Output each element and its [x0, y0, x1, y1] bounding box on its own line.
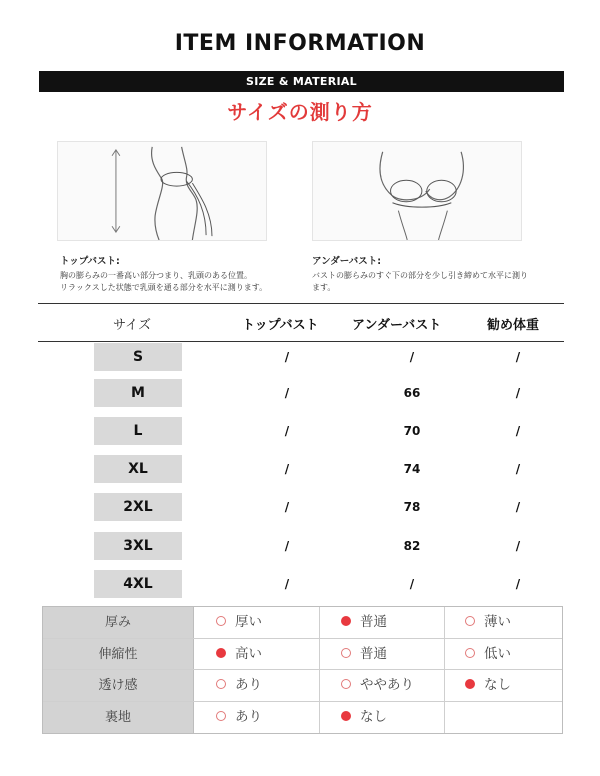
top-bust-value: /	[284, 462, 290, 476]
weight-value: /	[515, 386, 521, 400]
radio-dot-icon	[341, 679, 351, 689]
radio-dot-filled-icon	[341, 616, 351, 626]
table-row	[94, 570, 534, 598]
header-weight: 勧め体重	[487, 318, 540, 333]
material-option	[216, 607, 262, 638]
option-label: 厚い	[235, 614, 262, 630]
top-bust-figure-icon	[58, 142, 266, 240]
size-label: M	[94, 379, 182, 407]
weight-value: /	[515, 350, 521, 364]
option-label: 普通	[360, 645, 387, 662]
size-label: XL	[94, 455, 182, 483]
material-row-sheerness	[43, 670, 562, 702]
radio-dot-icon	[341, 648, 351, 658]
under-bust-line-2: ます。	[312, 283, 336, 292]
under-bust-value: /	[409, 577, 415, 591]
table-row	[94, 532, 534, 560]
weight-value: /	[515, 539, 521, 553]
header-size: サイズ	[113, 318, 151, 333]
radio-dot-icon	[216, 711, 226, 721]
weight-value: /	[515, 424, 521, 438]
radio-dot-filled-icon	[341, 711, 351, 721]
option-label: ややあり	[360, 677, 414, 693]
material-table	[42, 606, 563, 734]
material-option	[341, 702, 387, 734]
material-option	[216, 670, 262, 701]
under-bust-value: 66	[403, 386, 421, 400]
table-row	[94, 417, 534, 445]
material-row-lining	[43, 702, 562, 734]
material-label: 裏地	[43, 702, 194, 734]
top-bust-value: /	[284, 350, 290, 364]
material-option	[341, 607, 387, 638]
table-header-rule	[38, 341, 564, 342]
size-label: 3XL	[94, 532, 182, 560]
under-bust-value: 82	[403, 539, 421, 553]
option-label: なし	[484, 677, 511, 693]
option-label: 薄い	[484, 614, 511, 630]
material-row-thickness	[43, 607, 562, 639]
top-bust-value: /	[284, 577, 290, 591]
option-label: あり	[235, 708, 262, 725]
table-row	[94, 455, 534, 483]
material-label: 透け感	[43, 670, 194, 701]
weight-value: /	[515, 462, 521, 476]
under-bust-description	[312, 270, 562, 294]
material-option	[465, 607, 511, 638]
material-option	[341, 639, 387, 670]
material-option	[465, 639, 511, 670]
under-bust-line-1: バストの膨らみのすぐ下の部分を少し引き締めて水平に測り	[312, 271, 528, 280]
option-label: 高い	[235, 645, 262, 662]
table-row	[94, 343, 534, 371]
top-bust-illustration	[57, 141, 267, 241]
top-bust-title: トップバスト:	[60, 256, 120, 267]
under-bust-value: 78	[403, 500, 421, 514]
page-title: ITEM INFORMATION	[174, 31, 426, 56]
material-option	[216, 702, 262, 734]
material-row-stretch	[43, 639, 562, 671]
table-top-rule	[38, 303, 564, 304]
top-bust-value: /	[284, 500, 290, 514]
radio-dot-filled-icon	[216, 648, 226, 658]
size-label: S	[94, 343, 182, 371]
size-label: 2XL	[94, 493, 182, 521]
radio-dot-filled-icon	[465, 679, 475, 689]
radio-dot-icon	[465, 648, 475, 658]
top-bust-line-1: 胸の膨らみの一番高い部分つまり、乳頭のある位置。	[60, 271, 252, 280]
under-bust-illustration	[312, 141, 522, 241]
size-label: L	[94, 417, 182, 445]
weight-value: /	[515, 577, 521, 591]
material-option	[465, 670, 511, 701]
table-row	[94, 379, 534, 407]
size-label: 4XL	[94, 570, 182, 598]
option-label: 低い	[484, 645, 511, 662]
under-bust-figure-icon	[313, 142, 521, 240]
under-bust-value: 74	[403, 462, 421, 476]
radio-dot-icon	[216, 616, 226, 626]
header-top-bust: トップバスト	[242, 318, 319, 333]
material-label: 厚み	[43, 607, 194, 638]
top-bust-description	[60, 270, 310, 294]
measure-heading: サイズの測り方	[227, 100, 373, 124]
top-bust-line-2: リラックスした状態で乳頭を通る部分を水平に測ります。	[60, 283, 268, 292]
radio-dot-icon	[216, 679, 226, 689]
top-bust-value: /	[284, 539, 290, 553]
material-label: 伸縮性	[43, 639, 194, 670]
material-option	[341, 670, 414, 701]
material-option	[216, 639, 262, 670]
top-bust-value: /	[284, 424, 290, 438]
option-label: 普通	[360, 614, 387, 630]
weight-value: /	[515, 500, 521, 514]
option-label: あり	[235, 677, 262, 693]
option-label: なし	[360, 708, 387, 725]
top-bust-value: /	[284, 386, 290, 400]
under-bust-title: アンダーバスト:	[312, 256, 382, 267]
section-bar: SIZE & MATERIAL	[39, 71, 564, 92]
under-bust-value: 70	[403, 424, 421, 438]
table-row	[94, 493, 534, 521]
header-under-bust: アンダーバスト	[352, 318, 442, 333]
under-bust-value: /	[409, 350, 415, 364]
radio-dot-icon	[465, 616, 475, 626]
